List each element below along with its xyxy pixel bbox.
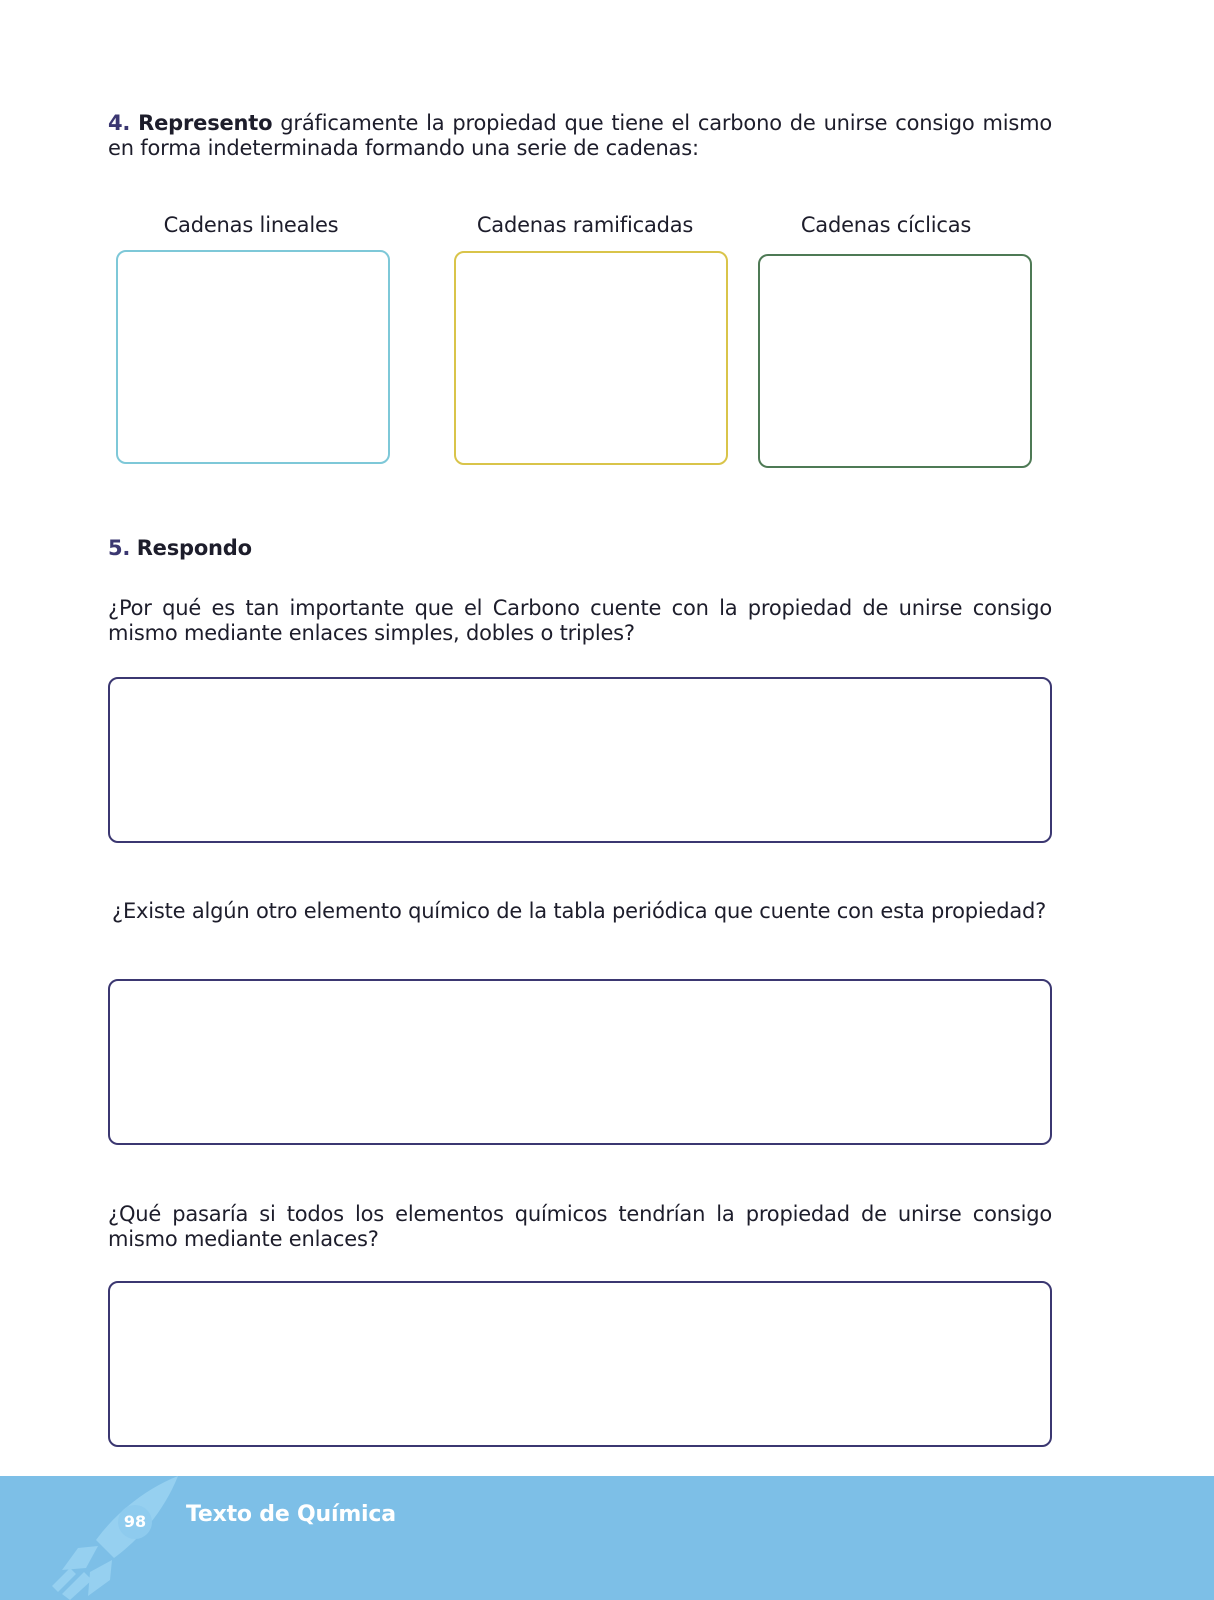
footer-title: Texto de Química: [186, 1502, 396, 1527]
question-2: ¿Existe algún otro elemento químico de la tabla periódica que cuente con esta propiedad?: [112, 899, 1047, 923]
chain-label-cyclic: Cadenas cíclicas: [800, 213, 972, 237]
chain-label-branched: Cadenas ramificadas: [476, 213, 694, 237]
answer-box-1[interactable]: [108, 677, 1052, 843]
rocket-icon: [48, 1476, 188, 1600]
answer-box-3[interactable]: [108, 1281, 1052, 1447]
linear-chain-drawing-box[interactable]: [116, 250, 390, 464]
page-footer: [0, 1476, 1214, 1600]
chain-label-linear: Cadenas lineales: [163, 213, 339, 237]
section-5-heading: [108, 536, 252, 561]
branched-chain-drawing-box[interactable]: [454, 251, 728, 465]
cyclic-chain-drawing-box[interactable]: [758, 254, 1032, 468]
section-4-instruction: [108, 111, 1052, 161]
question-1: ¿Por qué es tan importante que el Carbono cuente con la propiedad de unirse consigo mismo mediante enlaces simples, dobles o triples?: [108, 596, 1052, 645]
answer-box-2[interactable]: [108, 979, 1052, 1145]
section-4-text: gráficamente la propiedad que tiene el carbono de unirse consigo mismo en forma indeterminada formando una serie de cadenas:: [108, 111, 1052, 160]
section-4-verb: Represento: [138, 111, 273, 135]
section-5-number: 5.: [108, 536, 131, 560]
section-4-number: 4.: [108, 111, 131, 135]
question-3: ¿Qué pasaría si todos los elementos químicos tendrían la propiedad de unirse consigo mismo mediante enlaces?: [108, 1202, 1052, 1251]
section-5-verb: Respondo: [136, 536, 252, 560]
page-number: 98: [118, 1505, 152, 1539]
